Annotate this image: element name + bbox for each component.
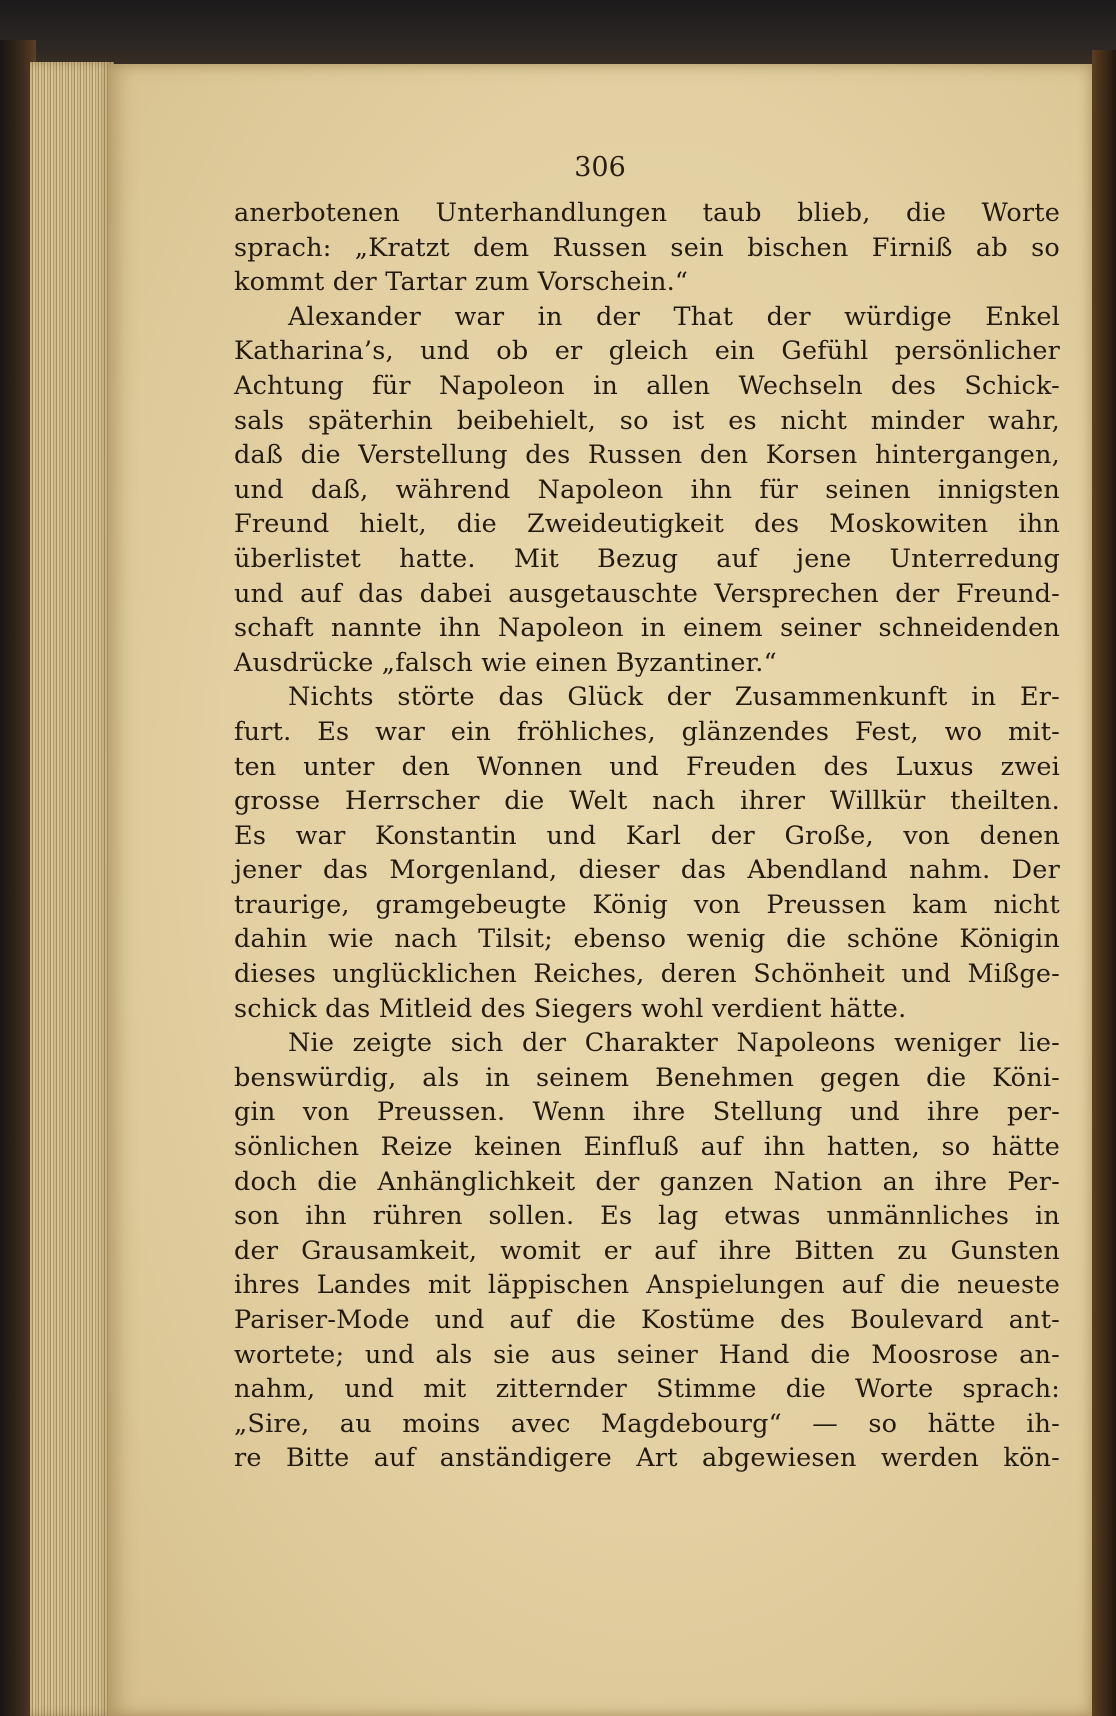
text-line: dieses unglücklichen Reiches, deren Schönheit und Mißge- (234, 959, 1060, 990)
text-line: nahm, und mit zitternder Stimme die Worte sprach: (234, 1374, 1060, 1405)
body-text (234, 196, 1060, 1476)
text-line: Pariser-Mode und auf die Kostüme des Boulevard ant- (234, 1305, 1060, 1335)
text-line: re Bitte auf anständigere Art abgewiesen werden kön- (234, 1443, 1060, 1474)
book-page (108, 64, 1092, 1716)
text-line: Alexander war in der That der würdige Enkel (288, 301, 1060, 332)
background-top (0, 0, 1116, 70)
text-line: Freund hielt, die Zweideutigkeit des Moskowiten ihn (234, 509, 1060, 540)
text-line: schaft nannte ihn Napoleon in einem seiner schneidenden (234, 613, 1060, 644)
text-line: ihres Landes mit läppischen Anspielungen auf die neueste (234, 1270, 1060, 1301)
text-line: grosse Herrscher die Welt nach ihrer Willkür theilten. (234, 786, 1060, 817)
text-line: dahin wie nach Tilsit; ebenso wenig die schöne Königin (234, 924, 1060, 955)
text-line: Es war Konstantin und Karl der Große, von denen (234, 820, 1060, 851)
text-line: sprach: „Kratzt dem Russen sein bischen Firniß ab so (234, 232, 1060, 263)
text-line: anerbotenen Unterhandlungen taub blieb, die Worte (234, 198, 1060, 228)
text-line: überlistet hatte. Mit Bezug auf jene Unterredung (234, 543, 1060, 574)
text-line: gin von Preussen. Wenn ihre Stellung und ihre per- (234, 1097, 1060, 1128)
text-line: wortete; und als sie aus seiner Hand die Moosrose an- (234, 1339, 1060, 1370)
text-line: Achtung für Napoleon in allen Wechseln des Schick- (234, 370, 1060, 401)
text-line: traurige, gramgebeugte König von Preussen kam nicht (234, 889, 1060, 920)
text-line: sönlichen Reize keinen Einfluß auf ihn hatten, so hätte (234, 1132, 1060, 1163)
text-line: furt. Es war ein fröhliches, glänzendes Fest, wo mit- (234, 716, 1060, 747)
text-line: Ausdrücke „falsch wie einen Byzantiner.“ (234, 647, 777, 678)
text-line: benswürdig, als in seinem Benehmen gegen die Köni- (234, 1062, 1060, 1093)
page-number: 306 (574, 152, 626, 183)
text-line: Nichts störte das Glück der Zusammenkunft in Er- (288, 682, 1060, 713)
text-line: daß die Verstellung des Russen den Korsen hintergangen, (234, 440, 1060, 471)
text-line: der Grausamkeit, womit er auf ihre Bitten zu Gunsten (234, 1235, 1060, 1266)
text-line: ten unter den Wonnen und Freuden des Luxus zwei (234, 751, 1060, 782)
text-line: son ihn rühren sollen. Es lag etwas unmännliches in (234, 1201, 1060, 1232)
text-line: jener das Morgenland, dieser das Abendland nahm. Der (234, 855, 1060, 886)
text-line: und auf das dabei ausgetauschte Versprechen der Freund- (234, 578, 1060, 609)
book-cover-right (1092, 50, 1116, 1716)
text-line: doch die Anhänglichkeit der ganzen Nation an ihre Per- (234, 1166, 1060, 1197)
text-line: kommt der Tartar zum Vorschein.“ (234, 267, 689, 298)
text-line: sals späterhin beibehielt, so ist es nicht minder wahr, (234, 405, 1060, 436)
text-line: Katharina’s, und ob er gleich ein Gefühl persönlicher (234, 336, 1060, 367)
page-edges-stack (30, 62, 114, 1716)
text-line: „Sire, au moins avec Magdebourg“ — so hätte ih- (234, 1408, 1060, 1439)
text-line: schick das Mitleid des Siegers wohl verdient hätte. (234, 993, 907, 1024)
text-line: und daß, während Napoleon ihn für seinen innigsten (234, 474, 1060, 505)
text-line: Nie zeigte sich der Charakter Napoleons weniger lie- (288, 1028, 1060, 1059)
